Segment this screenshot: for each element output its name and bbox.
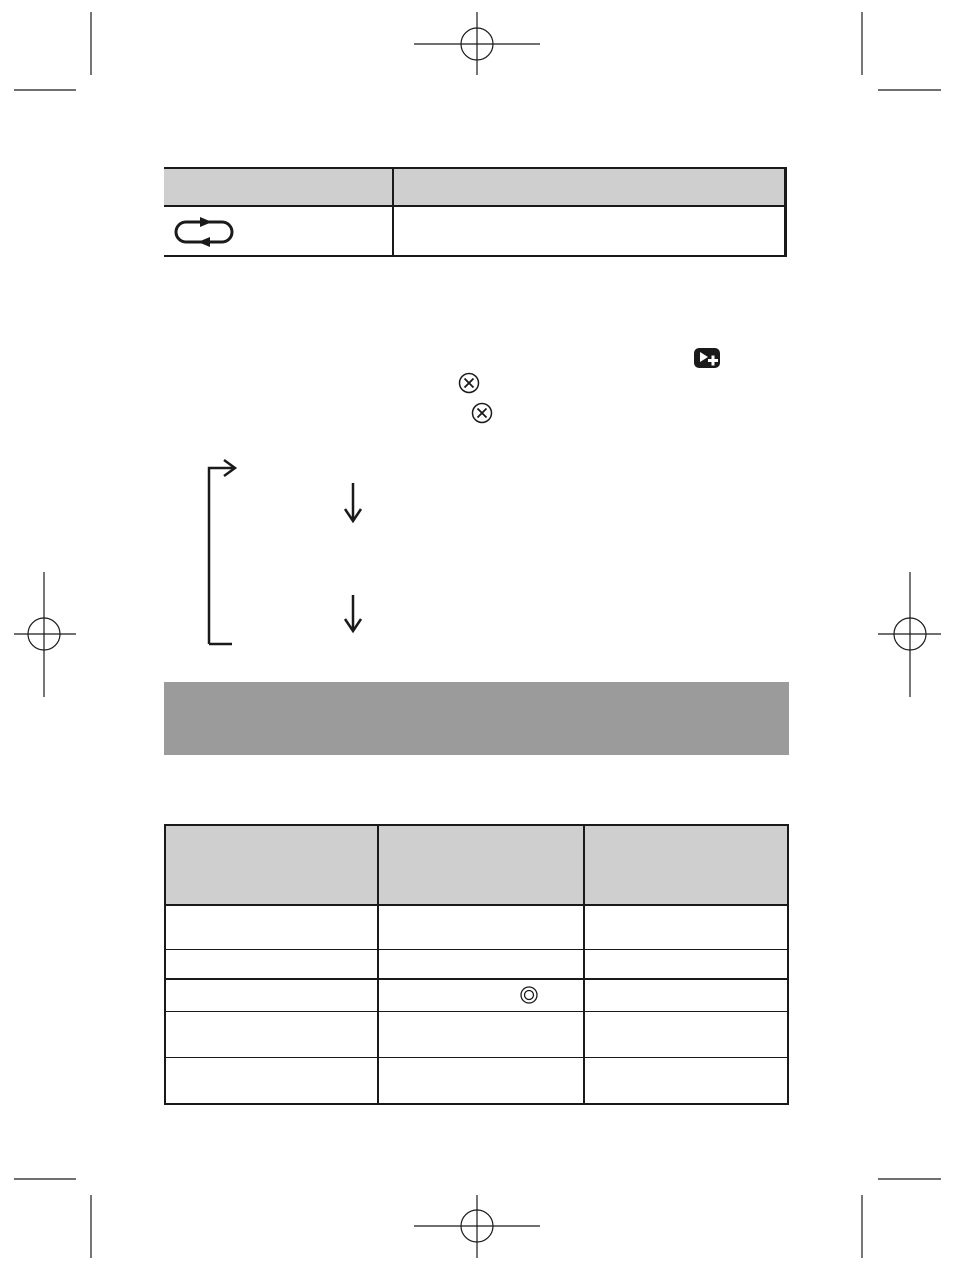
table-row-divider	[166, 1057, 787, 1058]
table-row-divider	[166, 978, 787, 980]
table-row-divider	[166, 949, 787, 950]
table-header-row	[166, 826, 787, 905]
repeat-loop-icon	[172, 216, 236, 248]
table-column-divider	[377, 826, 379, 1103]
table-header-row	[164, 167, 785, 206]
cross-button-icon	[458, 372, 480, 394]
zoom-plus-icon	[693, 347, 721, 369]
table-column-divider	[583, 826, 585, 1103]
cycle-flow-diagram	[200, 455, 380, 655]
table-row-divider	[166, 1011, 787, 1012]
circle-button-icon	[520, 986, 538, 1004]
table-row-divider	[166, 904, 787, 906]
repeat-mode-table	[164, 167, 787, 257]
table-row-divider	[164, 205, 787, 207]
table-bottom-border	[164, 255, 787, 257]
table-right-border	[784, 167, 787, 257]
settings-table	[164, 824, 789, 1105]
table-column-divider	[392, 167, 394, 257]
section-heading-banner	[164, 682, 789, 755]
cross-button-icon	[471, 402, 493, 424]
